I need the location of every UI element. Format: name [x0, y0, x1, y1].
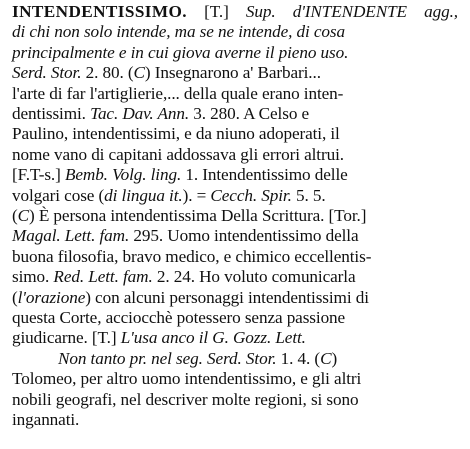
italic-text: Sup. d' — [245, 2, 305, 21]
entry-line — [12, 43, 348, 63]
entry-text: l'arte di far l'artiglierie,... della quale erano inten- — [12, 83, 344, 103]
entry-text: ( — [12, 287, 18, 307]
italic-text: Serd. Stor. — [12, 63, 82, 83]
italic-text: C — [320, 348, 332, 368]
entry-line — [12, 247, 371, 267]
entry-text: Tolomeo, per altro uomo intendentissimo, e gli altri — [12, 369, 362, 389]
entry-text: volgari cose ( — [12, 185, 105, 205]
entry-text: dentissimi. — [12, 104, 91, 123]
entry-text: 1. Intendentissimo delle — [181, 165, 348, 185]
entry-text: ). = — [182, 185, 211, 205]
headword: INTENDENTISSIMO. — [12, 2, 187, 21]
entry-text: 5. 5. — [291, 185, 326, 205]
entry-text: ( — [12, 206, 18, 225]
entry-text: 1. 4. ( — [276, 348, 321, 368]
entry-text: Paulino, intendentissimi, e da niuno adoperati, il — [12, 124, 340, 144]
entry-text: 2. 24. Ho voluto comunicarla — [152, 267, 356, 287]
italic-text: C — [17, 206, 29, 225]
entry-text: 2. 80. ( — [81, 63, 134, 83]
entry-text: nobili geografi, nel descriver molte regioni, si sono — [12, 389, 359, 409]
entry-text: ) Insegnarono a' Barbari... — [144, 63, 321, 83]
italic-text: I — [304, 2, 311, 21]
italic-text: Red. Lett. fam. — [53, 267, 153, 287]
entry-line — [12, 63, 321, 83]
entry-line — [12, 165, 348, 185]
entry-line — [12, 186, 326, 206]
entry-text: ) — [331, 348, 338, 368]
entry-text: nome vano di capitani addossava gli errori altrui. — [12, 144, 344, 164]
italic-text: principalmente e in cui giova averne il pieno uso. — [12, 42, 349, 62]
entry-line — [12, 104, 309, 124]
entry-line — [12, 369, 361, 389]
entry-line — [12, 145, 344, 165]
entry-line — [12, 226, 358, 246]
italic-text: C — [133, 63, 145, 83]
entry-line — [12, 84, 343, 104]
entry-line — [12, 2, 458, 22]
entry-line — [12, 328, 306, 348]
entry-line — [12, 124, 340, 144]
italic-text: L'usa anco il G. Gozz. Lett. — [120, 328, 306, 348]
italic-text: Non tanto pr. nel seg. Serd. Stor. — [58, 348, 277, 368]
italic-text: Bemb. Volg. ling. — [64, 165, 182, 185]
italic-text: di chi non solo intende, ma se ne intende, di cosa — [12, 22, 345, 42]
entry-text: ) È persona intendentissima Della Scrittura. [Tor.] — [29, 206, 367, 225]
entry-text: 3. 280. A Celso e — [189, 104, 310, 123]
italic-text: NTENDENTE — [310, 2, 425, 21]
entry-line — [12, 206, 366, 226]
italic-text: di lingua it. — [104, 185, 183, 205]
entry-line — [12, 390, 358, 410]
italic-text: Magal. Lett. fam. — [12, 226, 130, 246]
entry-text: 295. Uomo intendentissimo della — [129, 226, 359, 246]
entry-text: ) con alcuni personaggi intendentissimi di — [85, 287, 369, 307]
entry-text: questa Corte, acciocchè potessero senza passione — [12, 308, 346, 327]
italic-text: Tac. Dav. Ann. — [90, 104, 190, 123]
italic-text: Cecch. Spir. — [210, 185, 292, 205]
entry-line — [12, 22, 345, 42]
entry-text: ingannati. — [12, 410, 80, 429]
entry-line — [12, 267, 356, 287]
italic-text: l'orazione — [17, 287, 86, 307]
entry-line — [12, 288, 369, 308]
entry-line — [58, 349, 337, 369]
entry-text: giudicarne. [T.] — [12, 328, 121, 348]
entry-line — [12, 410, 79, 430]
entry-text: [T.] — [186, 2, 246, 21]
entry-text: simo. — [12, 267, 54, 287]
entry-text: [F.T-s.] — [12, 165, 65, 185]
italic-text: agg., — [424, 2, 458, 21]
entry-text: buona filosofia, bravo medico, e chimico eccellentis- — [12, 246, 372, 266]
entry-line — [12, 308, 345, 328]
